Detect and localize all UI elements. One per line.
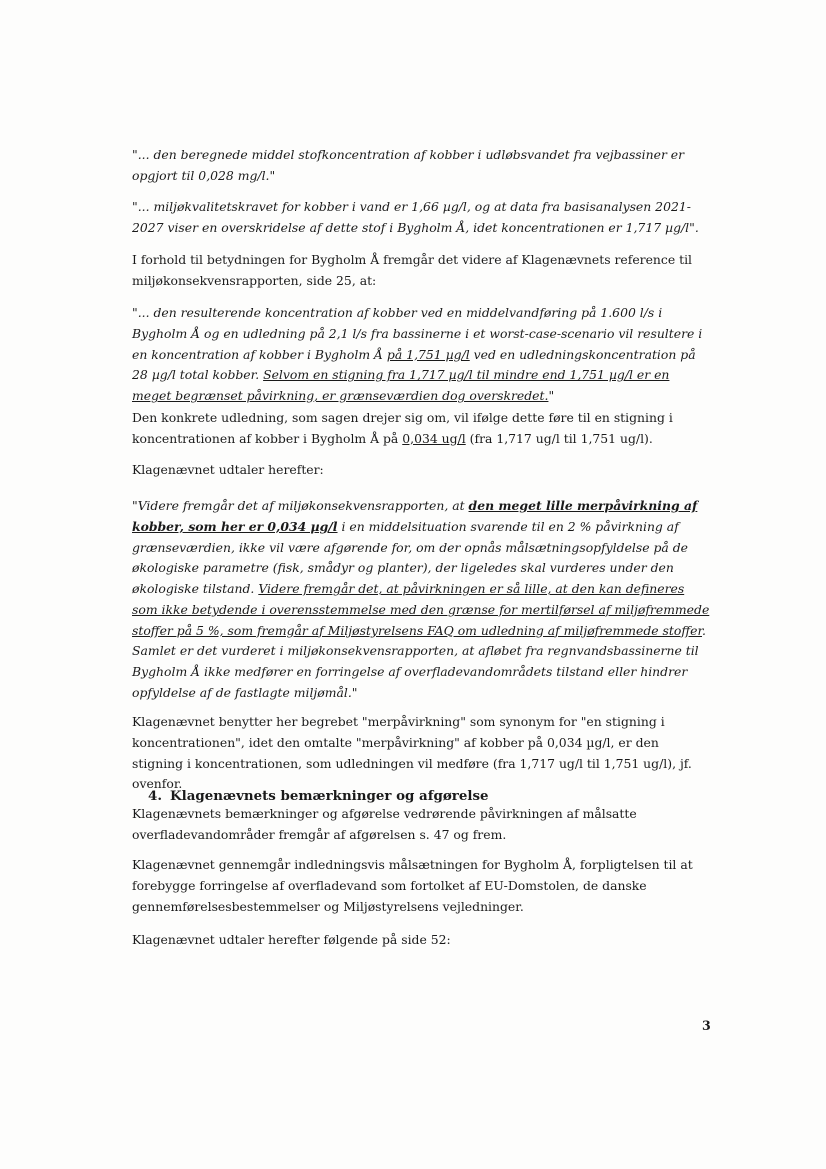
quote-paragraph-2: "... miljøkvalitetskravet for kobber i vand er 1,66 µg/l, og at data fra basisanalysen 2021-2027 viser en overskridelse af dette stof i Bygholm Å, idet koncentrationen er 1,717 µg/l". — [132, 199, 699, 235]
body-paragraph-review: Klagenævnet gennemgår indledningsvis målsætningen for Bygholm Å, forpligtelsen til at forebygge forringelse af overfladevand som fortolket af EU-Domstolen, de danske gennemførelsesbestemmelser og Miljøstyrelsens vejledninger. — [132, 857, 693, 914]
quote-3-underlined-sentence: Selvom en stigning fra 1,717 µg/l til mindre end 1,751 µg/l er en meget begrænset påvirkning, er grænseværdien dog overskredet. — [132, 367, 670, 404]
quote-4-text-e: . — [702, 622, 706, 638]
body-paragraph-discharge — [132, 408, 710, 450]
quote-3-text-a: "... den resulterende koncentration af kobber ved en middelvandføring på 1.600 l/s i Bygholm Å og en udledning på 2,1 l/s fra bassinerne i et worst-case-scenario vil resultere i en koncentration af kobber i Bygholm Å — [132, 305, 703, 362]
quote-paragraph-5: Samlet er det vurderet i miljøkonsekvensrapporten, at afløbet fra regnvandsbassinerne til Bygholm Å ikke medfører en forringelse af overfladevandområdets tilstand eller hindrer opfyldelse af de fastlagte miljømål." — [132, 643, 699, 700]
quote-4-text-a: "Videre fremgår det af miljøkonsekvensrapporten, at — [132, 498, 469, 513]
quote-3-underlined-value: på 1,751 µg/l — [386, 346, 470, 362]
quote-4-text-c: i en middelsituation svarende til en 2 % påvirkning af grænseværdien, ikke vil være afgørende for, om der opnås målsætningsopfyldelse på de økologiske parametre (fisk, smådyr og planter), der ligeledes skal vurderes under den økologiske tilstand. — [132, 518, 689, 597]
discharge-underlined-value: 0,034 ug/l — [402, 430, 466, 446]
quote-paragraph-1: "... den beregnede middel stofkoncentration af kobber i udløbsvandet fra vejbassiner er opgjort til 0,028 mg/l." — [132, 147, 685, 183]
quote-4-bold-underlined-phrase: den meget lille merpåvirkning af kobber, som her er 0,034 µg/l — [132, 498, 698, 534]
body-paragraph-merpaavirkning: Klagenævnet benytter her begrebet "merpåvirkning" som synonym for "en stigning i koncentrationen", idet den omtalte "merpåvirkning" af kobber på 0,034 µg/l, er den stigning i koncentrationen, som udledningen vil medføre (fra 1,717 ug/l til 1,751 ug/l), jf. ovenfor. — [132, 714, 692, 792]
page-body — [132, 0, 710, 1169]
quote-paragraph-3 — [132, 303, 710, 407]
section-title: Klagenævnets bemærkninger og afgørelse — [170, 788, 489, 804]
section-number: 4. — [148, 788, 162, 804]
body-paragraph-conclusion-intro: Klagenævnet udtaler herefter følgende på side 52: — [132, 932, 451, 947]
section-heading — [148, 786, 489, 806]
body-paragraph-statement: Klagenævnet udtaler herefter: — [132, 462, 324, 477]
discharge-text-c: (fra 1,717 ug/l til 1,751 ug/l). — [465, 430, 653, 446]
body-paragraph-remarks: Klagenævnets bemærkninger og afgørelse vedrørende påvirkningen af målsatte overfladevandområder fremgår af afgørelsen s. 47 og frem. — [132, 806, 637, 842]
quote-paragraph-4 — [132, 496, 710, 642]
quote-3-text-e: " — [548, 388, 555, 404]
page-number: 3 — [702, 1018, 711, 1033]
quote-3-text-c: ved en udledningskoncentration på 28 µg/l total kobber. — [132, 346, 696, 383]
quote-4-underlined-sentence: Videre fremgår det, at påvirkningen er så lille, at den kan defineres som ikke betydende i overensstemmelse med den grænse for mertilførsel af miljøfremmede stoffer på 5 %, som fremgår af Miljøstyrelsens FAQ om udledning af miljøfremmede stoffer — [132, 581, 710, 638]
body-paragraph-reference: I forhold til betydningen for Bygholm Å fremgår det videre af Klagenævnets reference til miljøkonsekvensrapporten, side 25, at: — [132, 252, 693, 288]
discharge-text-a: Den konkrete udledning, som sagen drejer sig om, vil ifølge dette føre til en stigning i koncentrationen af kobber i Bygholm Å på — [132, 410, 673, 446]
